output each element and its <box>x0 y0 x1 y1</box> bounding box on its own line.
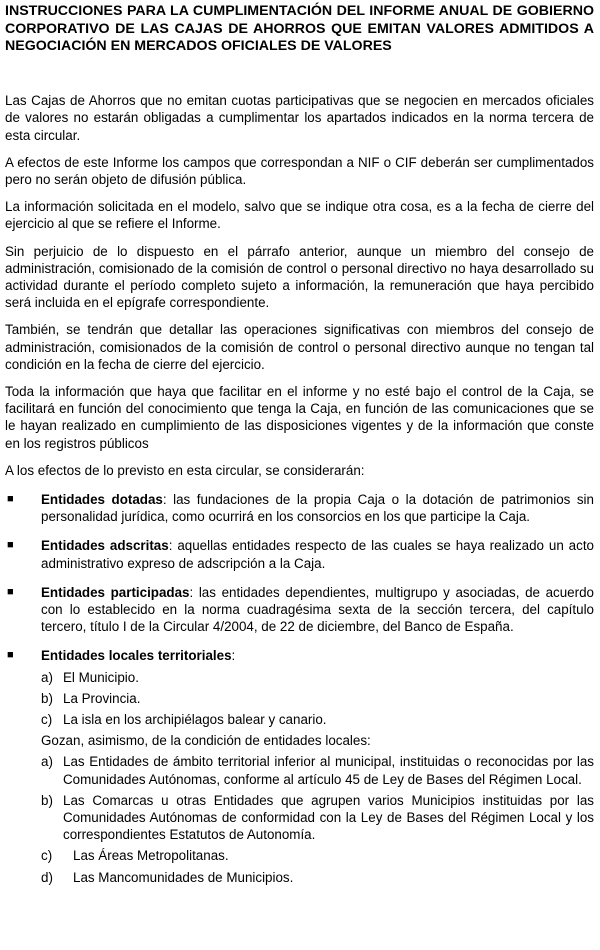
paragraph: La información solicitada en el modelo, salvo que se indique otra cosa, es a la fecha de cierre del ejercicio al que se refiere el Informe. <box>5 199 594 232</box>
list-item <box>41 690 594 707</box>
list-letter: b) <box>41 792 53 808</box>
paragraph: Sin perjuicio de lo dispuesto en el párrafo anterior, aunque un miembro del consejo de administración, comisionado de la comisión de control o personal directivo no haya desarrollado su actividad durante el período completo sujeto a información, la remuneración que haya percibido será incluida en el epígrafe correspondiente. <box>5 243 594 311</box>
document-page <box>5 0 594 886</box>
bullet-item <box>5 584 594 636</box>
bullet-term: Entidades participadas <box>41 584 190 600</box>
list-item <box>41 669 594 686</box>
list-letter: d) <box>41 869 53 885</box>
bullet-term: Entidades adscritas <box>41 538 169 554</box>
square-bullet-icon: ■ <box>7 585 14 598</box>
list-text: Las Entidades de ámbito territorial inferior al municipal, instituidas o reconocidas por las Comunidades Autónomas, conforme al artículo 45 de Ley de Bases del Régimen Local. <box>63 754 594 787</box>
list-text: El Municipio. <box>63 669 139 685</box>
list-text: La isla en los archipiélagos balear y canario. <box>63 712 327 727</box>
bullet-text <box>41 491 594 525</box>
list-letter: c) <box>41 712 53 727</box>
paragraph: También, se tendrán que detallar las operaciones significativas con miembros del consejo de administración, comisionados de la comisión de control o personal directivo aunque no tengan tal condición en la fecha de cierre del ejercicio. <box>5 322 594 372</box>
list-text: Las Comarcas u otras Entidades que agrupen varios Municipios instituidas por las Comunidades Autónomas de conformidad con la Ley de Bases del Régimen Local y los correspondientes Estatutos de Autonomía. <box>63 792 594 843</box>
bullet-text <box>41 537 594 571</box>
paragraph: Toda la información que haya que facilitar en el informe y no esté bajo el control de la Caja, se facilitará en función del conocimiento que tenga la Caja, en función de las comunicaciones que se le hayan realizado en cumplimiento de las disposiciones vigentes y de la información que conste en los registros públicos <box>5 383 594 451</box>
list-text: Las Áreas Metropolitanas. <box>73 848 229 864</box>
list-text: La Provincia. <box>63 690 141 706</box>
list-text: Las Mancomunidades de Municipios. <box>73 869 294 885</box>
bullet-term: Entidades locales territoriales <box>41 648 232 664</box>
list-item <box>41 847 594 864</box>
list-item <box>41 711 594 728</box>
list-item <box>41 753 594 787</box>
bullet-body: : las entidades dependientes, multigrupo y asociadas, de acuerdo con lo establecido en la norma cuadragésima sexta de la sección tercera, del capítulo tercero, título I de la Circular 4/2004, de 22 de diciembre, del Banco de España. <box>41 584 594 635</box>
square-bullet-icon: ■ <box>7 492 14 505</box>
bullet-body: : las fundaciones de la propia Caja o la dotación de patrimonios sin personalidad jurídica, como ocurrirá en los consorcios en los que participe la Caja. <box>41 491 594 525</box>
list-item <box>41 869 594 886</box>
bullet-body: : <box>231 648 236 664</box>
bullet-item <box>5 491 594 525</box>
list-item <box>41 792 594 844</box>
list-letter: c) <box>41 848 53 864</box>
list-letter: b) <box>41 690 53 706</box>
paragraph: A los efectos de lo previsto en esta circular, se considerarán: <box>5 462 365 478</box>
paragraph: A efectos de este Informe los campos que correspondan a NIF o CIF deberán ser cumplimentados pero no serán objeto de difusión pública. <box>5 154 594 187</box>
bullet-term: Entidades dotadas <box>41 491 163 507</box>
list-letter: a) <box>41 754 53 770</box>
bullet-text <box>41 584 594 636</box>
bullet-body: : aquellas entidades respecto de las cuales se haya realizado un acto administrativo expreso de adscripción a la Caja. <box>41 538 594 571</box>
square-bullet-icon: ■ <box>7 649 14 662</box>
paragraph: Las Cajas de Ahorros que no emitan cuotas participativas que se negocien en mercados oficiales de valores no estarán obligadas a cumplimentar los apartados indicados en la norma tercera de esta circular. <box>5 93 594 143</box>
bullet-item <box>5 537 594 571</box>
list-note: Gozan, asimismo, de la condición de entidades locales: <box>41 733 371 749</box>
list-letter: a) <box>41 669 53 685</box>
bullet-item <box>5 647 594 664</box>
square-bullet-icon: ■ <box>7 539 14 552</box>
bullet-text <box>41 647 594 664</box>
document-title: INSTRUCCIONES PARA LA CUMPLIMENTACIÓN DEL INFORME ANUAL DE GOBIERNO CORPORATIVO DE LAS CAJAS DE AHORROS QUE EMITAN VALORES ADMITIDOS A NEGOCIACIÓN EN MERCADOS OFICIALES DE VALORES <box>5 3 594 55</box>
